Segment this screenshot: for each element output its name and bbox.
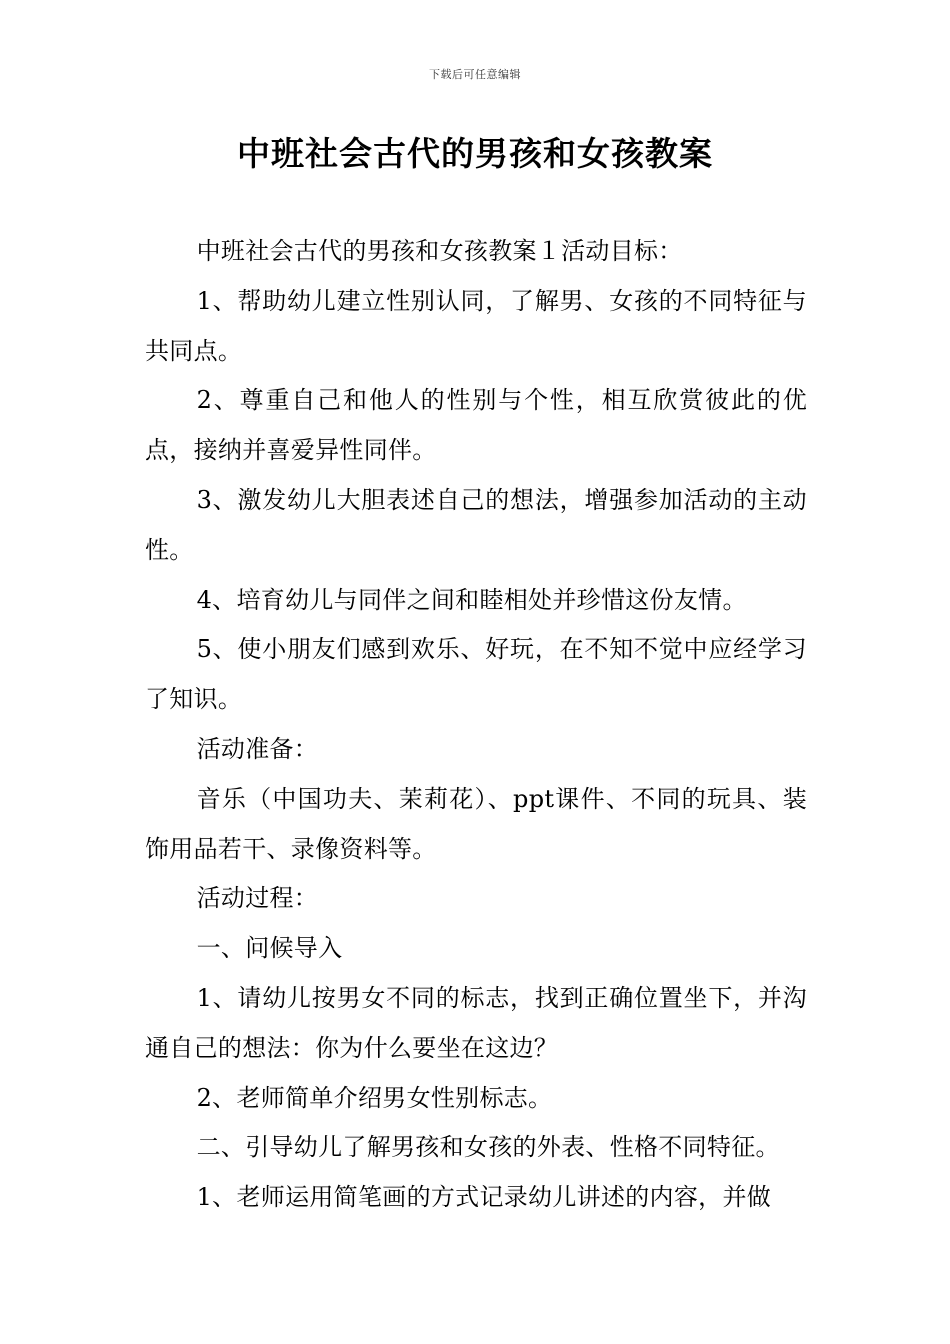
paragraph-section-1-step-1: 1、请幼儿按男女不同的标志，找到正确位置坐下，并沟通自己的想法：你为什么要坐在这边？ [145,983,807,1062]
paragraph-section-2-step-1: 1、老师运用简笔画的方式记录幼儿讲述的内容，并做 [196,1183,772,1212]
paragraph-objective-5: 5、使小朋友们感到欢乐、好玩，在不知不觉中应经学习了知识。 [145,635,807,714]
paragraph-objective-3: 3、激发幼儿大胆表述自己的想法，增强参加活动的主动性。 [145,485,807,564]
document-title: 中班社会古代的男孩和女孩教案 [237,134,713,173]
paragraph-section-2-heading: 二、引导幼儿了解男孩和女孩的外表、性格不同特征。 [196,1133,780,1162]
paragraph-section-1-heading: 一、问候导入 [196,934,343,963]
paragraph-objective-1: 1、帮助幼儿建立性别认同，了解男、女孩的不同特征与共同点。 [145,286,807,365]
paragraph-objective-2: 2、尊重自己和他人的性别与个性，相互欣赏彼此的优点，接纳并喜爱异性同伴。 [145,386,807,465]
header-note: 下载后可任意编辑 [429,68,521,81]
paragraph-objective-4: 4、培育幼儿与同伴之间和睦相处并珍惜这份友情。 [196,585,747,614]
paragraph-preparation-content: 音乐（中国功夫、茉莉花）、ppt课件、不同的玩具、装饰用品若干、录像资料等。 [145,784,807,863]
paragraph-process-heading: 活动过程： [196,884,319,913]
document-body [145,227,807,1223]
paragraph-preparation-heading: 活动准备： [196,734,319,763]
paragraph-objectives-heading: 中班社会古代的男孩和女孩教案１活动目标： [196,237,683,265]
paragraph-section-1-step-2: 2、老师简单介绍男女性别标志。 [196,1083,553,1112]
